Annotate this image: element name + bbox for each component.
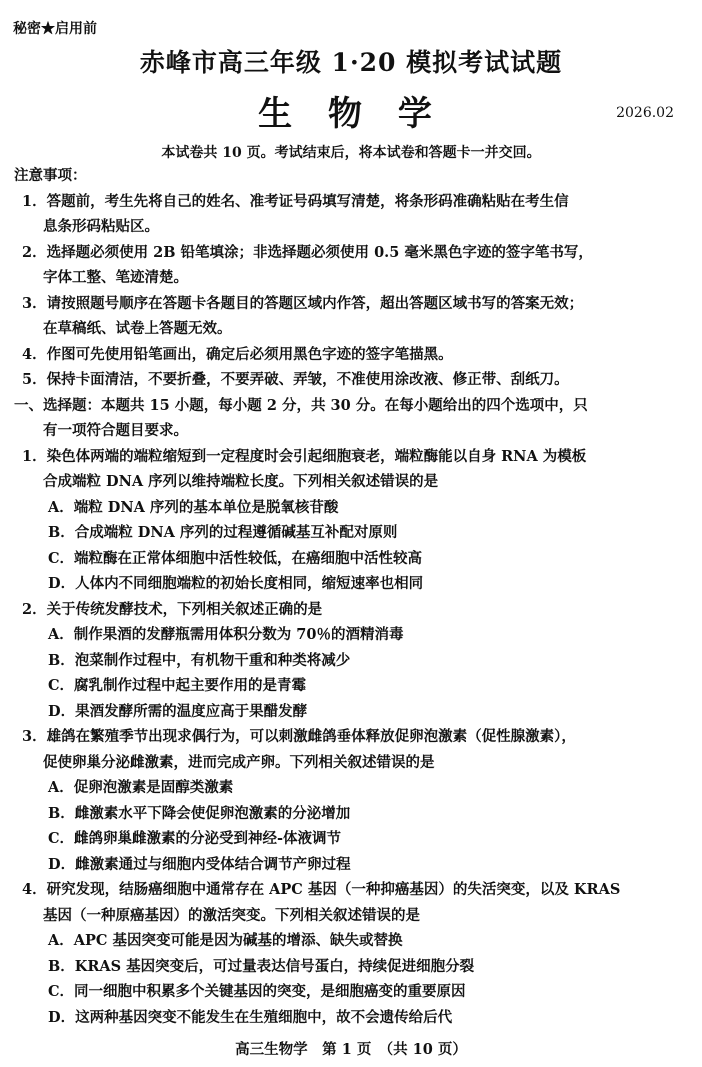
notice-item-cont: 在草稿纸、试卷上答题无效。	[43, 320, 232, 337]
notice-item-cont: 息条形码粘贴区。	[43, 218, 159, 235]
exam-date: 2026.02	[616, 105, 674, 121]
exam-intro: 本试卷共 10 页。考试结束后，将本试卷和答题卡一并交回。	[161, 145, 541, 161]
question-1-option-d: D．人体内不同细胞端粒的初始长度相同，缩短速率也相同	[48, 575, 424, 592]
notice-item: 1．答题前，考生先将自己的姓名、准考证号码填写清楚，将条形码准确粘贴在考生信	[22, 192, 569, 210]
question-1-option-b: B．合成端粒 DNA 序列的过程遵循碱基互补配对原则	[48, 524, 398, 541]
exam-content	[14, 163, 686, 1030]
question-2-stem: 2．关于传统发酵技术，下列相关叙述正确的是	[22, 600, 323, 618]
question-3-stem: 3．雄鸽在繁殖季节出现求偶行为，可以刺激雌鸽垂体释放促卵泡激素（促性腺激素），	[22, 728, 576, 745]
subject-title: 生 物 学	[258, 94, 444, 134]
exam-title: 赤峰市高三年级 1·20 模拟考试试题	[139, 48, 563, 77]
question-2-option-b: B．泡菜制作过程中，有机物干重和种类将减少	[48, 651, 351, 669]
question-2-option-a: A．制作果酒的发酵瓶需用体积分数为 70％的酒精消毒	[48, 626, 404, 643]
question-4-option-d: D．这两种基因突变不能发生在生殖细胞中，故不会遗传给后代	[48, 1008, 453, 1026]
question-4-option-c: C．同一细胞中积累多个关键基因的突变，是细胞癌变的重要原因	[48, 983, 466, 1000]
section-heading-cont: 有一项符合题目要求。	[43, 422, 188, 439]
question-1-stem: 1．染色体两端的端粒缩短到一定程度时会引起细胞衰老，端粒酶能以自身 RNA 为模板	[22, 447, 587, 465]
question-4-stem-cont: 基因（一种原癌基因）的激活突变。下列相关叙述错误的是	[43, 906, 420, 924]
question-4-option-a: A．APC 基因突变可能是因为碱基的增添、缺失或替换	[48, 932, 403, 949]
notice-item: 5．保持卡面清洁，不要折叠，不要弄破、弄皱，不准使用涂改液、修正带、刮纸刀。	[22, 371, 569, 388]
notice-item-cont: 字体工整、笔迹清楚。	[43, 269, 188, 286]
question-3-option-a: A．促卵泡激素是固醇类激素	[48, 779, 234, 796]
question-3-option-d: D．雌激素通过与细胞内受体结合调节产卵过程	[48, 855, 351, 873]
question-1-option-c: C．端粒酶在正常体细胞中活性较低，在癌细胞中活性较高	[48, 549, 423, 567]
page-footer: 高三生物学 第 1 页 （共 10 页）	[235, 1041, 467, 1058]
notice-item: 2．选择题必须使用 2B 铅笔填涂；非选择题必须使用 0.5 毫米黑色字迹的签字笔书写，	[22, 243, 593, 261]
question-1-option-a: A．端粒 DNA 序列的基本单位是脱氧核苷酸	[48, 498, 339, 516]
question-3-stem-cont: 促使卵巢分泌雌激素，进而完成产卵。下列相关叙述错误的是	[43, 753, 435, 771]
question-1-stem-cont: 合成端粒 DNA 序列以维持端粒长度。下列相关叙述错误的是	[43, 473, 439, 490]
secret-label: 秘密★启用前	[13, 21, 97, 37]
question-3-option-c: C．雌鸽卵巢雌激素的分泌受到神经-体液调节	[48, 830, 342, 847]
notice-title: 注意事项：	[14, 167, 87, 184]
notice-item: 3．请按照题号顺序在答题卡各题目的答题区域内作答，超出答题区域书写的答案无效；	[22, 294, 584, 312]
question-4-stem: 4．研究发现，结肠癌细胞中通常存在 APC 基因（一种抑癌基因）的失活突变，以及 KRAS	[22, 881, 621, 898]
section-heading: 一、选择题：本题共 15 小题，每小题 2 分，共 30 分。在每小题给出的四个选项中，只	[14, 396, 588, 414]
question-3-option-b: B．雌激素水平下降会使促卵泡激素的分泌增加	[48, 804, 351, 822]
question-2-option-c: C．腐乳制作过程中起主要作用的是青霉	[48, 677, 307, 694]
notice-item: 4．作图可先使用铅笔画出，确定后必须用黑色字迹的签字笔描黑。	[22, 345, 453, 363]
question-2-option-d: D．果酒发酵所需的温度应高于果醋发酵	[48, 702, 308, 720]
question-4-option-b: B．KRAS 基因突变后，可过量表达信号蛋白，持续促进细胞分裂	[48, 957, 475, 975]
